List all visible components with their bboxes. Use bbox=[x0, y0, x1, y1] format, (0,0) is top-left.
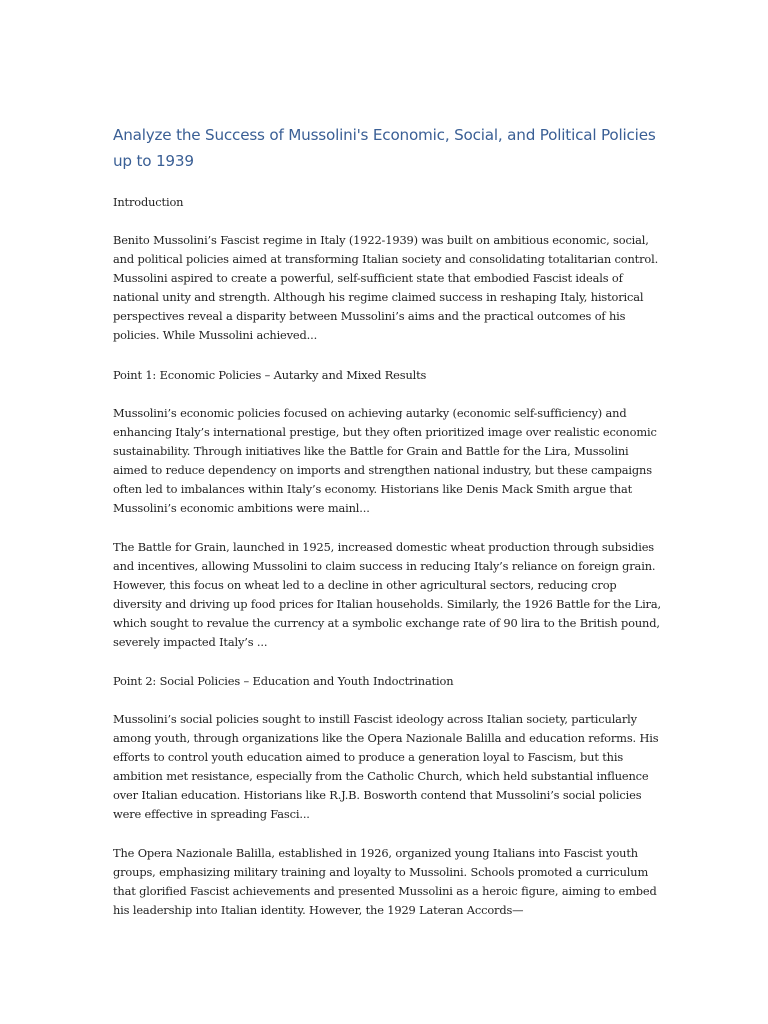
document-title: Analyze the Success of Mussolini's Economic, Social, and Political Policies up to 1939 bbox=[113, 126, 656, 170]
introduction-paragraph: Benito Mussolini’s Fascist regime in Italy (1922-1939) was built on ambitious economic, social, and political policies aimed at transforming Italian society and consolidating totalitarian control. Mussolini aspired to create a powerful, self-sufficient state that embodied Fascist ideals of national unity and strength. Although his regime claimed success in reshaping Italy, historical perspectives reveal a disparity between Mussolini’s aims and the practical outcomes of his policies. While Mussolini achieved... bbox=[113, 233, 659, 342]
point1-paragraph-2: The Battle for Grain, launched in 1925, increased domestic wheat production through subsidies and incentives, allowing Mussolini to claim success in reducing Italy’s reliance on foreign grain. However, this focus on wheat led to a decline in other agricultural sectors, reducing crop diversity and driving up food prices for Italian households. Similarly, the 1926 Battle for the Lira, which sought to revalue the currency at a symbolic exchange rate of 90 lira to the British pound, severely impacted Italy’s ... bbox=[113, 540, 661, 649]
point2-paragraph-1: Mussolini’s social policies sought to instill Fascist ideology across Italian society, particularly among youth, through organizations like the Opera Nazionale Balilla and education reforms. His efforts to control youth education aimed to produce a generation loyal to Fascism, but this ambition met resistance, especially from the Catholic Church, which held substantial influence over Italian education. Historians like R.J.B. Bosworth contend that Mussolini’s social policies were effective in spreading Fasci... bbox=[113, 712, 659, 821]
point2-paragraph-2: The Opera Nazionale Balilla, established in 1926, organized young Italians into Fascist youth groups, emphasizing military training and loyalty to Mussolini. Schools promoted a curriculum that glorified Fascist achievements and presented Mussolini as a heroic figure, aiming to embed his leadership into Italian identity. However, the 1929 Lateran Accords— bbox=[113, 846, 657, 917]
point1-heading: Point 1: Economic Policies – Autarky and Mixed Results bbox=[113, 368, 427, 382]
point1-paragraph-1: Mussolini’s economic policies focused on achieving autarky (economic self-sufficiency) and enhancing Italy’s international prestige, but they often prioritized image over realistic economic sustainability. Through initiatives like the Battle for Grain and Battle for the Lira, Mussolini aimed to reduce dependency on imports and strengthen national industry, but these campaigns often led to imbalances within Italy’s economy. Historians like Denis Mack Smith argue that Mussolini’s economic ambitions were mainl... bbox=[113, 406, 657, 515]
introduction-heading: Introduction bbox=[113, 195, 184, 209]
point2-heading: Point 2: Social Policies – Education and Youth Indoctrination bbox=[113, 674, 454, 688]
